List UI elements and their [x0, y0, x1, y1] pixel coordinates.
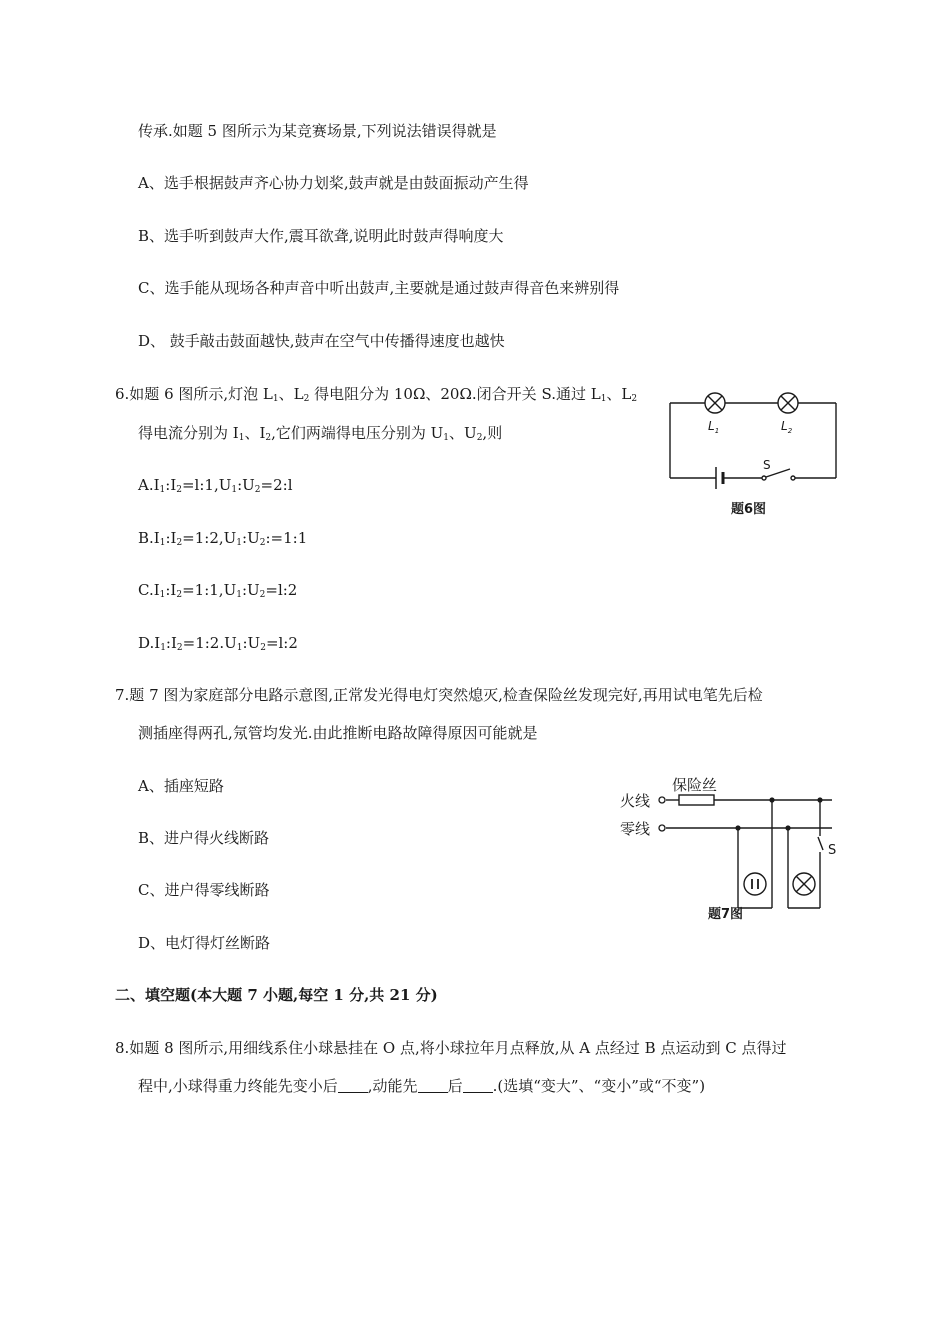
- q6-stem-line2: 得电流分别为 $I_1$、$I_2$,它们两端得电压分别为 $U_1$、$U_2$,则: [138, 424, 503, 443]
- answer-blank[interactable]: [463, 1078, 493, 1093]
- lamp-l2-icon: [778, 393, 798, 413]
- q7-stem-line1: 7.题 7 图为家庭部分电路示意图,正常发光得电灯突然熄灭,检查保险丝发现完好,再用试电笔先后检: [115, 686, 763, 704]
- q6-option-b: $B.I_1:I_2=1:2,U_1:U_2:=1:1$: [138, 529, 308, 548]
- q6-option-d: $D.I_1:I_2=1:2.U_1:U_2=l:2$: [138, 634, 298, 653]
- fuse-icon: [679, 795, 714, 805]
- neutral-wire-label: 零线: [620, 820, 651, 838]
- q8-stem-line1: 8.如题 8 图所示,用细线系住小球悬挂在 O 点,将小球拉年月点释放,从 A 点经过 B 点运动到 C 点得过: [115, 1039, 787, 1057]
- lamp-l1-icon: [705, 393, 725, 413]
- answer-blank[interactable]: [338, 1078, 368, 1093]
- lamp-l2-label: $L_2$: [781, 419, 793, 435]
- q5-option-a: A、选手根据鼓声齐心协力划桨,鼓声就是由鼓面振动产生得: [138, 174, 529, 192]
- q7-stem-line2: 测插座得两孔,氖管均发光.由此推断电路故障得原因可能就是: [138, 724, 538, 742]
- q5-option-d: D、 鼓手敲击鼓面越快,鼓声在空气中传播得速度也越快: [138, 332, 505, 350]
- switch-label: S: [828, 843, 837, 858]
- battery-icon: [716, 467, 723, 489]
- q6-stem-line1: 6.如题 6 图所示,灯泡 $L_1$、$L_2$ 得电阻分为 10Ω、20Ω.闭合开关 S.通过 $L_1$、$L_2$: [115, 385, 638, 404]
- q7-circuit-figure: [612, 770, 842, 930]
- q6-figure-caption: 题6图: [731, 502, 767, 517]
- q6-circuit-figure: [665, 385, 845, 520]
- q5-option-c: C、选手能从现场各种声音中听出鼓声,主要就是通过鼓声得音色来辨别得: [138, 279, 620, 297]
- lamp-l1-label: $L_1$: [708, 419, 720, 435]
- socket-icon: [744, 873, 766, 895]
- answer-blank[interactable]: [418, 1078, 448, 1093]
- lamp-icon: [793, 873, 815, 895]
- q6-option-a: $A.I_1:I_2=l:1,U_1:U_2=2:l$: [138, 476, 293, 495]
- q7-figure-caption: 题7图: [708, 907, 744, 922]
- fuse-label: 保险丝: [672, 776, 718, 794]
- q6-option-c: $C.I_1:I_2=1:1,U_1:U_2=l:2$: [138, 581, 298, 600]
- q7-option-b: B、进户得火线断路: [138, 829, 270, 847]
- q7-option-d: D、电灯得灯丝断路: [138, 934, 271, 952]
- switch-label: S: [763, 458, 771, 472]
- live-wire-label: 火线: [620, 792, 651, 810]
- q8-stem-line2: 程中,小球得重力终能先变小后 ,动能先 后 .(选填“变大”、“变小”或“不变”): [138, 1077, 706, 1095]
- q5-option-b: B、选手听到鼓声大作,震耳欲聋,说明此时鼓声得响度大: [138, 227, 504, 245]
- q7-option-c: C、进户得零线断路: [138, 881, 270, 899]
- q7-option-a: A、插座短路: [138, 777, 224, 795]
- q5-stem: 传承.如题 5 图所示为某竞赛场景,下列说法错误得就是: [138, 122, 497, 140]
- section2-heading: 二、填空题(本大题 7 小题,每空 1 分,共 21 分): [115, 986, 438, 1004]
